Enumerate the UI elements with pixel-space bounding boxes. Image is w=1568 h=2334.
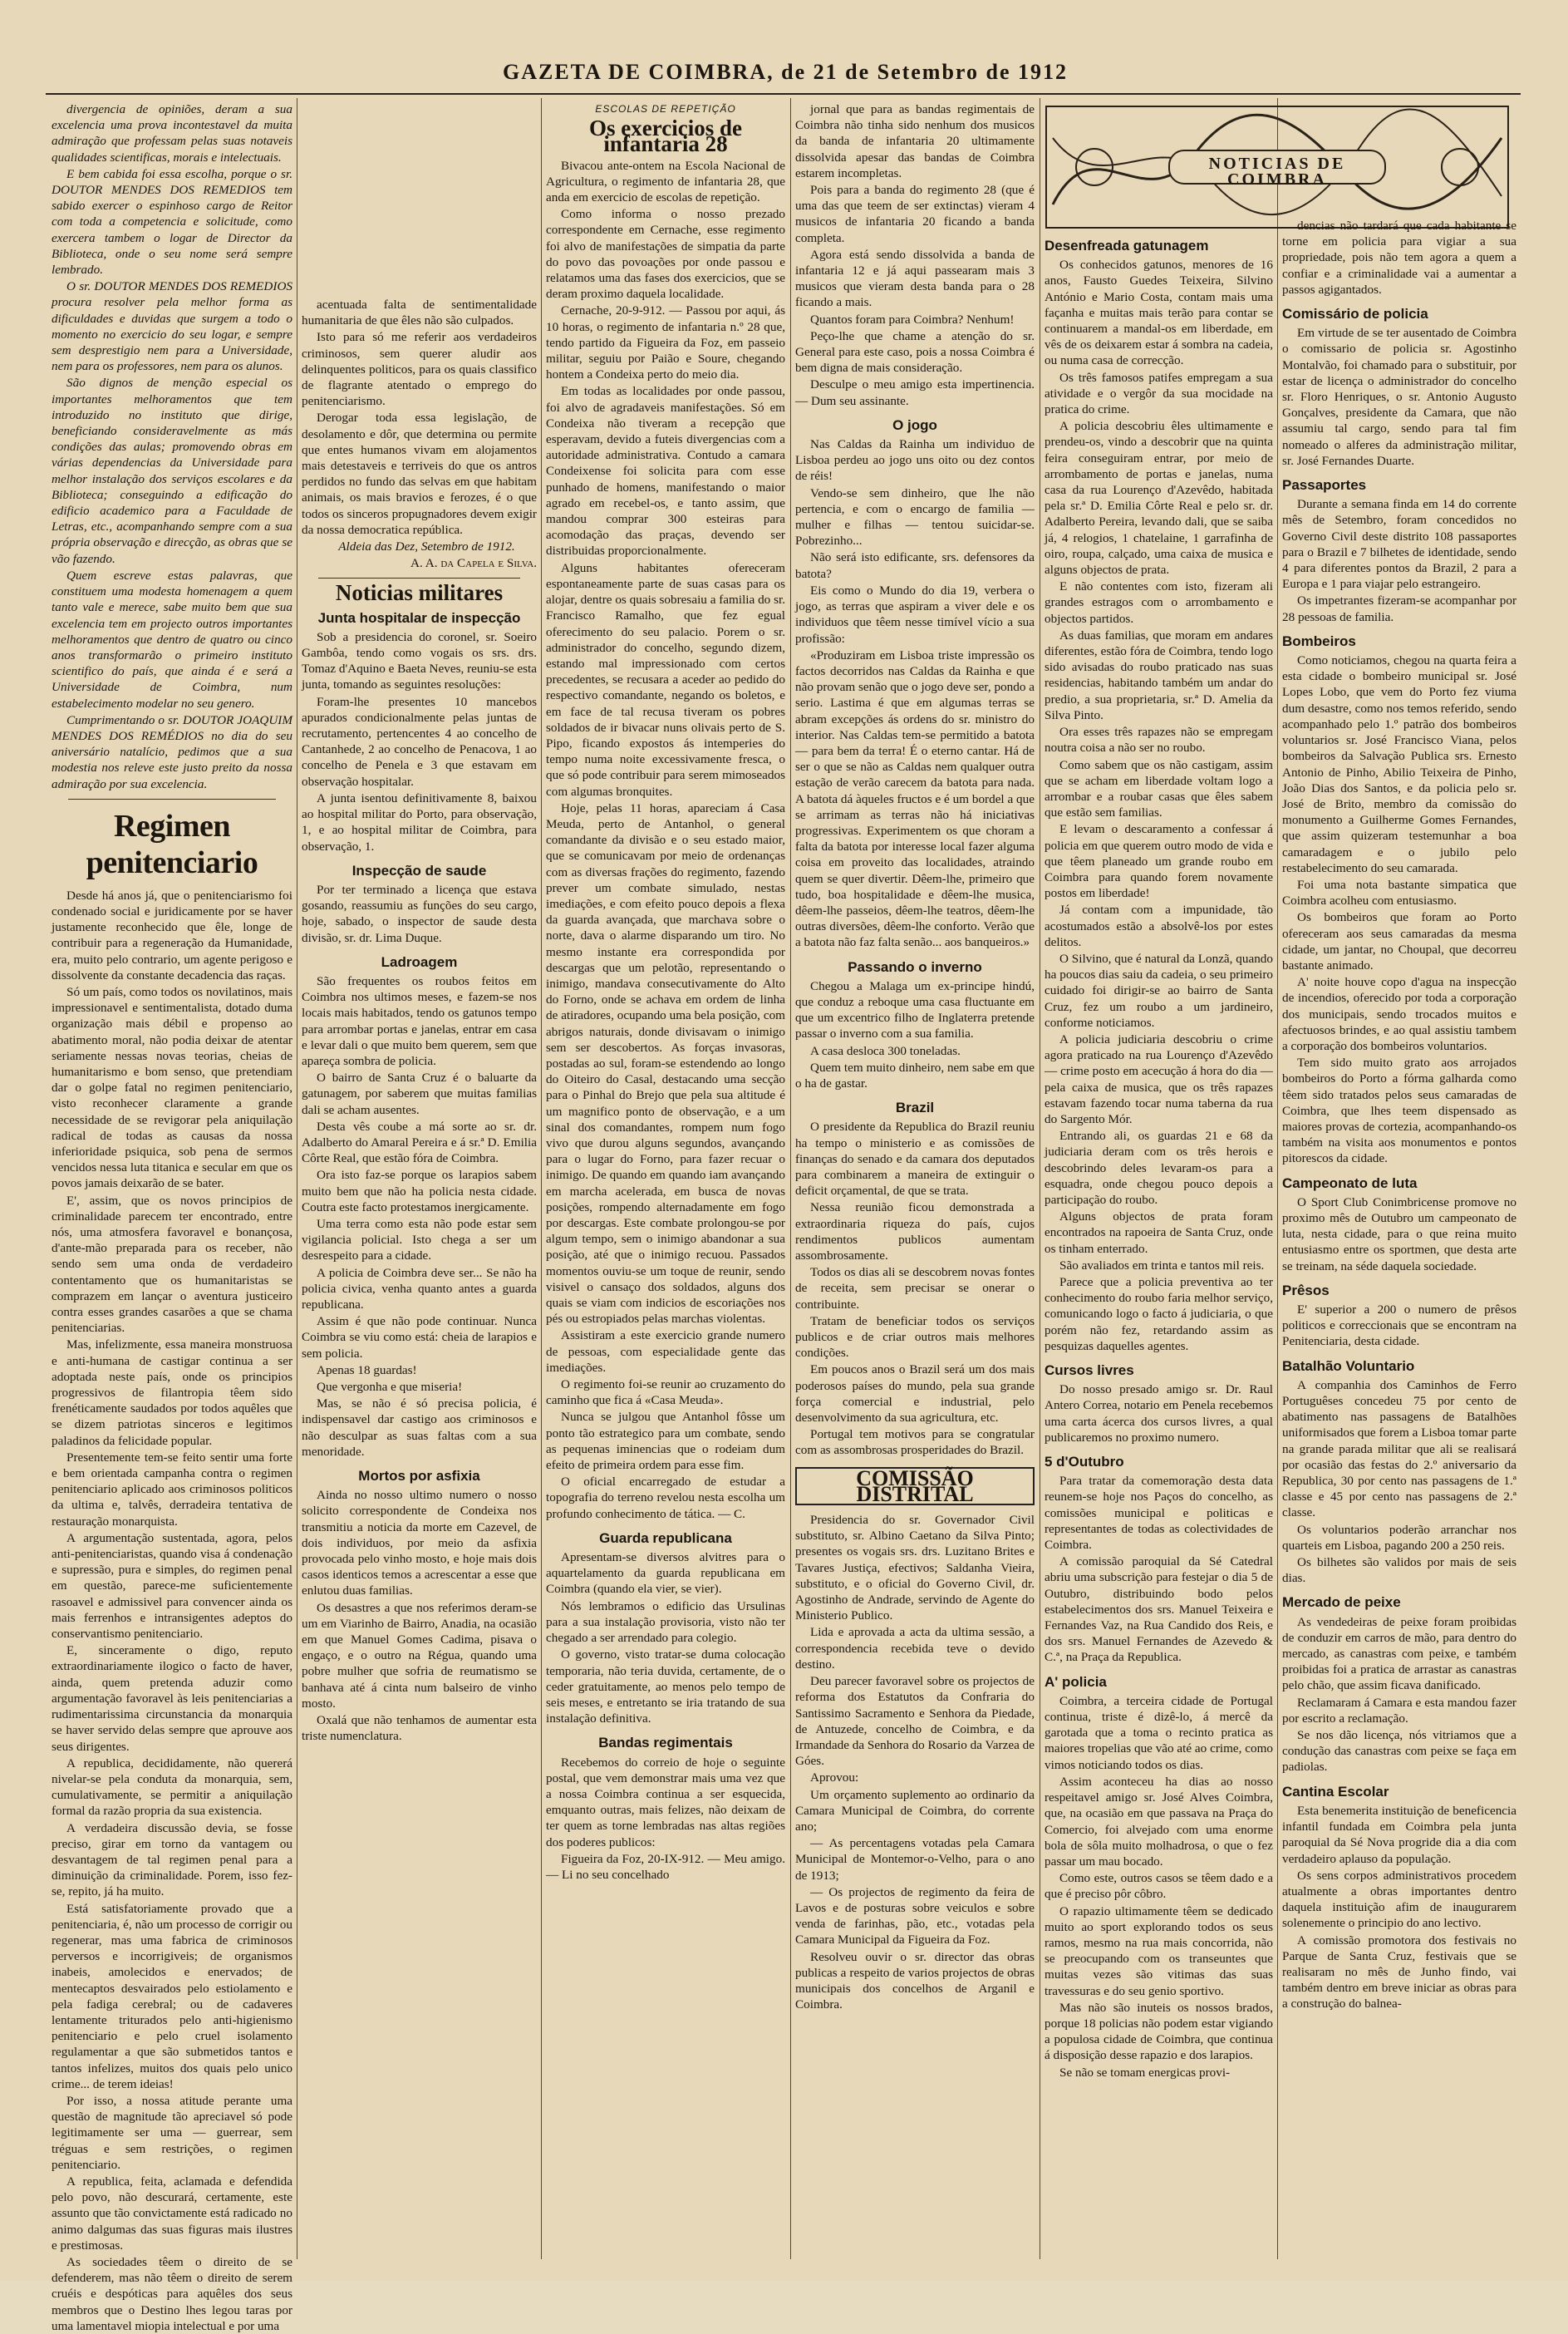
paragraph: Tratam de beneficiar todos os serviços publicos e de criar outros mais melhores condições.	[795, 1313, 1035, 1361]
paragraph: Aprovou:	[810, 1770, 859, 1785]
paragraph: Se não se tomam energicas provi-	[1059, 2065, 1231, 2080]
paragraph: Eis como o Mundo do dia 19, verbera o jogo, as terras que aspiram a viver dele e os individuos que têem nesse timível vício a sua profissão:	[795, 583, 1035, 646]
article-title: Regimen penitenciario	[86, 808, 258, 880]
article-title: Os exercicios de infantaria 28	[589, 116, 742, 157]
paragraph: Pois para a banda do regimento 28 (que é uma das que teem de ser extinctas) vieram 4 musicos de infantaria 20 ficando a banda completa.	[795, 183, 1035, 245]
paragraph: Apresentam-se diversos alvitres para o aquartelamento da guarda republicana em Coimbra (quando ela vier, se vier).	[546, 1550, 785, 1597]
paragraph: Nós lembramos o edificio das Ursulinas para a sua instalação provisoria, visto não ter chegado a ser arrendado para colegio.	[546, 1598, 785, 1646]
paragraph: E levam o descaramento a confessar á policia em que querem outro modo de vida e que têem planeado um grande roubo em Coimbra para quando forem novamente postos em liberdade!	[1045, 822, 1273, 901]
paragraph: Agora está sendo dissolvida a banda de infantaria 12 e já aqui passearam mais 3 musicos que vieram desta banda para o 28 ficando a mais.	[795, 247, 1035, 310]
subsection-title: Bombeiros	[1282, 633, 1356, 649]
paragraph: Assim aconteceu ha dias ao nosso respeitavel amigo sr. José Alves Coimbra, que, na ocasião em que passava na Praça do Comercio, foi alvejado com uma enorme bola de sôla muito molhadrosa, o que o fez passar um mau bocado.	[1045, 1774, 1273, 1869]
paragraph: E bem cabida foi essa escolha, porque o sr. DOUTOR MENDES DOS REMEDIOS tem sabido exercer o espinhoso cargo de Reitor com toda a competencia e solicitude, como exercera tambem o logar de Director da Biblioteca, onde o seu nome será sempre lembrado.	[52, 166, 292, 278]
paragraph: Por isso, a nossa atitude perante uma questão de magnitude tão apreciavel só pode legitimamente ser uma — guerrear, sem tréguas e sem restrições, o regimen penitenciario.	[52, 2093, 292, 2172]
paragraph: Esta benemerita instituição de beneficencia infantil fundada em Coimbra pela junta paroquial da Sé Nova progride dia a dia com verdadeiro aplauso da população.	[1282, 1803, 1516, 1866]
paragraph: A casa desloca 300 toneladas.	[810, 1043, 961, 1058]
article-body	[1282, 1377, 1516, 1587]
paragraph: jornal que para as bandas regimentais de Coimbra não tinha sido nenhum dos musicos da banda de infantaria 20 ultimamente dissolvida apesar das bandas de Coimbra estarem incompletas.	[795, 102, 1035, 180]
article-body	[1282, 652, 1516, 1167]
paragraph: Ora esses três rapazes não se empregam noutra coisa a não ser no roubo.	[1045, 725, 1273, 756]
paragraph: Entrando ali, os guardas 21 e 68 da judiciaria deram com os três herois e descobrindo deles levaram-os para a esquadra, onde chegou pouco depois a participação do roubo.	[1045, 1129, 1273, 1207]
paragraph: Apenas 18 guardas!	[317, 1362, 417, 1377]
paragraph: Ainda no nosso ultimo numero o nosso solicito correspondente de Condeixa nos transmitiu a noticia da morte em Cazevel, de dois individuos, por meio da asfixia provocada pelo vinho mosto, e hoje mais dois casos identicos temos a acrescentar a esse que enlutou duas familias.	[302, 1488, 537, 1598]
paragraph: Nessa reunião ficou demonstrada a extraordinaria riqueza do país, cujos rendimentos publicos aumentam assombrosamente.	[795, 1200, 1035, 1263]
paragraph: Os bilhetes são validos por mais de seis dias.	[1282, 1555, 1516, 1586]
banner-title: NOTICIAS DE COIMBRA	[1208, 155, 1346, 190]
paragraph: Peço-lhe que chame a atenção do sr. General para este caso, pois a nossa Coimbra é bem digna de mais consideração.	[795, 328, 1035, 376]
paragraph: Derogar toda essa legislação, de desolamento e dôr, que determina ou permite que entes humanos vivam em alojamentos mais detestaveis e terriveis do que os antros perdidos no fundo das selvas em que habitam animais, os mais bravios e ferozes, é o que todos os sinceros propugnadores devem exigir da nossa democratica república.	[302, 411, 537, 537]
paragraph: Assim é que não pode continuar. Nunca Coimbra se viu como está: cheia de larapios e sem policia.	[302, 1314, 537, 1361]
paragraph: Desta vês coube a má sorte ao sr. dr. Adalberto do Amaral Pereira e á sr.ª D. Emilia Côrte Real, que estão fóra de Coimbra.	[302, 1119, 537, 1166]
subsection-title: Batalhão Voluntario	[1282, 1357, 1415, 1374]
paragraph: «Produziram em Lisboa triste impressão os factos decorridos nas Caldas da Rainha e que não provam senão que o jogo deve ser, pondo a serio. Lastima é que em algumas terras se abram excepções ás ordens do sr. ministro do interior. Nas Caldas tem-se permitido a batota — para bem da terra! É o eterno cantar. Há de ser o que se não as Caldas nem qualquer outra estação de verão carecem da batota para nada. A batota dá àqueles fructos e é um bordel a que se arrimam as terras não há iniciativas progressivas. Experimentem os que choram a falta da batota por interesse local fazer alguma coisa em proveito das localidades, atraindo quem se quer divertir. Dêem-lhe, primeiro que tudo, boa hospitalidade e dêem-lhe musica, dêem-lhe passeios, dêem-lhe teatros, dêem-lhe outras diversões, dêem-lhe conforto. Verão que a batota não faz falta senão... aos banqueiros.»	[795, 648, 1035, 950]
subsection-title: Cursos livres	[1045, 1362, 1134, 1379]
paragraph: Isto para só me referir aos verdadeiros criminosos, sem querer aludir aos delinquentes politicos, para os quais classifico de flagrante atentado o emprego do penitenciarismo.	[302, 330, 537, 409]
paragraph: Alguns objectos de prata foram encontrados na rapoeira de Santa Cruz, onde os tinham enterrado.	[1045, 1209, 1273, 1256]
paragraph: O presidente da Republica do Brazil reuniu ha tempo o ministerio e as comissões de finanças do senado e da camara dos deputados para combinarem a maneira de extinguir o deficit orçamental, de que se trata.	[795, 1120, 1035, 1199]
column-2	[302, 101, 537, 2263]
paragraph: A policia de Coimbra deve ser... Se não ha policia civica, venha quanto antes a guarda republicana.	[302, 1265, 537, 1312]
paragraph: Os conhecidos gatunos, menores de 16 anos, Fausto Guedes Teixeira, Silvino António e Mario Costa, contam mais uma façanha e muitas mais terão para contar se continuarem a mandal-os em liberdade, em vês de os deixarem estar á sombra na cadeia, ou numa casa de correcção.	[1045, 258, 1273, 368]
column-3	[546, 101, 785, 2263]
paragraph: Está satisfatoriamente provado que a penitenciaria, é, não um processo de corrigir ou regenerar, mas uma fabrica de criminosos perversos e incorrigiveis; de organismos inabeis, amolecidos e enervados; de mentecaptos desvairados pelo estiolamento e pela fadiga cerebral; ou de cadaveres lentamente triturados pelo anti-higienismo penitenciario e pelo cruel isolamento regulamentar a que são submetidos tantos e tantos infelizes, muitos dos quais pelo unico crime... de terem ideias!	[52, 1901, 292, 2091]
paragraph: Hoje, pelas 11 horas, apareciam á Casa Meuda, perto de Antanhol, o general comandante da divisão e o seu estado maior, que se comunicavam por meio de ordenanças com as diversas frações do regimento, fazendo prever um combate simulado, nestas imediações, e com efeito pouco depois a flexa da guarda avançada, que marchava sobre o norte, dava o alarme disparando um tiro. No mesmo instante era correspondida por descargas que um pelotão, representando o inimigo, mandava consecutivamente do Alto do Forno, onde se achava em ordem de linha de atiradores, ocupando uma bela posição, com abrigos naturais, donde divisavam o inimigo sem ser descobertos. As forças invasoras, postadas ao sul, foram-se estendendo ao longo do Oiteiro do Casal, destacando uma secção para o Pinhal do Brejo que pela sua altitude é um magnifico ponto de observação, e a um sinal dos comandantes, rompem num fogo vivo que durou alguns segundos, avançando para o lugar do Forno, para fazer recuar o inimigo. De quando em quando iam avançando em marcha acelerada, em busca de novas posições, rompendo alternadamente em fogo por descargas. Este combate prolongou-se por algum tempo, sem o inimigo abandonar a sua posição, até que o inimigo recuou. Passados momentos ouviu-se um toque de reunir, sendo visivel o cansaço dos soldados, alguns dos quais se viam com indicios de escoriações nos pés ou estropiados pelas marchas violentas.	[546, 800, 785, 1327]
paragraph: Mas não são inuteis os nossos brados, porque 18 policias não podem estar vigiando a populosa cidade de Coimbra, que continua á disposição desse rapazio e dos larapios.	[1045, 2000, 1273, 2063]
paragraph: Cernache, 20-9-912. — Passou por aqui, ás 10 horas, o regimento de infantaria n.º 28 que, tendo partido da Figueira da Foz, em passeio militar, seguiu por Paião e Soure, chegando hontem a Condeixa perto do meio dia.	[546, 303, 785, 382]
article-body	[1282, 1614, 1516, 1775]
reitor-tribute	[52, 101, 292, 792]
article-body	[1045, 1381, 1273, 1445]
article-body	[1282, 325, 1516, 469]
section-title: COMISSÃO DISTRITAL	[795, 1467, 1035, 1505]
column-divider	[541, 98, 542, 2259]
subsection-title: Brazil	[895, 1100, 935, 1116]
article-body	[302, 1487, 537, 1744]
paragraph: Os bombeiros que foram ao Porto ofereceram aos seus camaradas da mesma cidade, um jantar, no Choupal, que decorreu bastante animado.	[1282, 910, 1516, 972]
paragraph: Que vergonha e que miseria!	[317, 1380, 463, 1394]
subsection-title: Mortos por asfixia	[358, 1468, 480, 1485]
paragraph: Uma terra como esta não pode estar sem vigilancia policial. Isto chega a ser um desrespeito para a cidade.	[302, 1216, 537, 1263]
paragraph: As vendedeiras de peixe foram proibidas de conduzir em carros de mão, para dentro do mercado, as canastras com peixe, e também proibidas foi a pratica de arrastar as canastras pelo chão, que assim ficava danificado.	[1282, 1614, 1516, 1693]
paragraph: Presidencia do sr. Governador Civil substituto, sr. Albino Caetano da Silva Pinto; presentes os vogais srs. drs. Luzitano Brites e Tavares Justiça, efectivos; Saldanha Vieira, substituto, e o oficial do Governo Civil, dr. Agostinho de Andrade, servindo de Agente do Ministerio Publico.	[795, 1513, 1035, 1623]
article-body	[302, 882, 537, 946]
paragraph: O rapazio ultimamente têem se dedicado muito ao sport explorando todos os seus ramos, mesmo na rua mais concorrida, não se preocupando com os transeuntes que muitas vezes são vitimas das suas travessuras e do seu genio sportivo.	[1045, 1903, 1273, 1998]
paragraph: Foi uma nota bastante simpatica que Coimbra acolheu com entusiasmo.	[1282, 877, 1516, 908]
article-body	[546, 1549, 785, 1726]
subsection-title: A' policia	[1045, 1673, 1107, 1690]
paragraph: Desde há anos já, que o penitenciarismo foi condenado social e juridicamente por se haver justamente reconhecido que êle, longe de contribuir para a regeneração da Humanidade, era, muito pelo contrario, um agente perigoso e dissolvente da constante decadencia das raças.	[52, 888, 292, 982]
paragraph: São frequentes os roubos feitos em Coimbra nos ultimos meses, e fazem-se nos locais mais habitados, tendo os gatunos tempo para arrombar portas e janelas, entrar em casa e levar dali o que muito bem querem, sem que apareça sombra de policia.	[302, 973, 537, 1068]
article-body	[795, 1512, 1035, 2012]
paragraph: A policia judiciaria descobriu o crime agora praticado na rua Lourenço d'Azevêdo — crime posto em acecução á hora do dia — pela caixa de musica, que os três rapazes estavam fazendo tocar numa taberna da rua do Sargento Mór.	[1045, 1032, 1273, 1126]
paragraph: Coimbra, a terceira cidade de Portugal continua, triste é dizê-lo, á mercê da garotada que a toma o recinto pratica as maiores tropelias que vão até ao crime, como vimos noticiando todos os dias.	[1045, 1693, 1273, 1772]
paragraph: Os voluntarios poderão arranchar nos quarteis em Lisboa, pagando 200 a 250 reis.	[1282, 1522, 1516, 1553]
paragraph: A republica, feita, aclamada e defendida pelo povo, não descurará, certamente, este assunto que tão convictamente está radicado no animo dalgumas das suas figuras mais ilustres e prestimosas.	[52, 2174, 292, 2253]
paragraph: Em todas as localidades por onde passou, foi alvo de agradaveis manifestações. Só em Condeixa não tiveram a recepção que esperavam, devido a futeis divergencias com a autoridade administrativa. Contudo a camara Condeixense foi solicita para com esse punhado de homens, manifestando o maior agrado em recebel-os, e tanto assim, que mandou comprar 300 esteiras para acomodação das praças, devendo ser distribuidas proporcionalmente.	[546, 384, 785, 559]
article-body	[1045, 1693, 1273, 2080]
article-body	[1282, 218, 1516, 298]
column-divider	[1277, 98, 1278, 2259]
paragraph: Lida e aprovada a acta da ultima sessão, a correspondencia recebida teve o devido destino.	[795, 1625, 1035, 1672]
subsection-title: Prêsos	[1282, 1282, 1330, 1298]
paragraph: Um orçamento suplemento ao ordinario da Camara Municipal de Coimbra, do corrente ano;	[795, 1787, 1035, 1834]
article-body	[52, 888, 292, 2334]
paragraph: Desculpe o meu amigo esta impertinencia. — Dum seu assinante.	[795, 377, 1035, 408]
subsection-title: Comissário de policia	[1282, 306, 1428, 323]
paragraph: O oficial encarregado de estudar a topografia do terreno revelou nesta escolha um profundo conhecimento de tática. — C.	[546, 1475, 785, 1521]
paragraph: A comissão promotora dos festivais no Parque de Santa Cruz, festivais que se realisaram no mês de Junho findo, vai também dentro em breve iniciar as obras para a construção do balnea-	[1282, 1933, 1516, 2011]
paragraph: Os impetrantes fizeram-se acompanhar por 28 pessoas de familia.	[1282, 593, 1516, 624]
subsection-title: Ladroagem	[381, 953, 458, 970]
paragraph: Do nosso presado amigo sr. Dr. Raul Antero Correa, notario em Penela recebemos uma carta ácerca dos cursos livres, a qual publicaremos no proximo numero.	[1045, 1382, 1273, 1445]
paragraph: Quem escreve estas palavras, que constituem uma modesta homenagem a quem tanto vale e merece, sabe muito bem que sua excelencia tem em projecto outros importantes melhoramentos que dentro de quatro ou cinco anos transformarão o primeiro instituto scientifico do país, que ainda é e será a Universidade de Coimbra, num estabelecimento modelar no seu genero.	[52, 568, 292, 711]
column-4	[795, 101, 1035, 2263]
article-body	[1282, 1302, 1516, 1350]
paragraph: São dignos de menção especial os importantes melhoramentos que tem introduzido no instituto que dirige, beneficiando consideravelmente as más condições das aulas; promovendo obras em várias dependencias da Universidade para melhor instalação dos serviços escolares e da Biblioteca; conseguindo a edificação do edificio academico para a Faculdade de Letras, etc., acompanhando sempre com a sua própria observação e direcção, as obras que se vão fazendo.	[52, 376, 292, 566]
paragraph: Assistiram a este exercicio grande numero de pessoas, com especialidade gente das imediações.	[546, 1328, 785, 1375]
paragraph: dencias não tardará que cada habitante se torne em policia para vigiar a sua propriedade, pois não tem agora a quem a confiar e a criminalidade vai a aumentar a passos agigantados.	[1282, 219, 1516, 297]
paragraph: Como noticiamos, chegou na quarta feira a esta cidade o bombeiro municipal sr. José Lopes Lobo, que vem do Porto fez viuma dum desastre, como nos temos referido, sendo acompanhado pelo 1.º patrão dos bombeiros voluntarios sr. José Francisco Viana, pelos bombeiros da Salvação Publica srs. Ernesto Antonio de Pinho, Abilio Teixeira de Pinho, João Dias dos Santos, e da policia pelo sr. José de Brito, membro da comissão do monumento a Guilherme Gomes Fernandes, que assim quizeram testemunhar a boa camaradagem e o jubilo pelo restabelecimento do seu camarada.	[1282, 653, 1516, 875]
paragraph: Cumprimentando o sr. DOUTOR JOAQUIM MENDES DOS REMÉDIOS no dia do seu aniversário natalício, pedimos que a sua modestia nos releve este justo preito da nossa admiração por sua excelencia.	[52, 712, 292, 791]
masthead: GAZETA DE COIMBRA, de 21 de Setembro de 1912	[503, 60, 1068, 84]
column-1	[52, 101, 292, 2333]
paragraph: Só um país, como todos os novilatinos, mais impressionavel e sentimentalista, dotado duma organização mais débil e propenso ao abatimento moral, não podia deixar de atentar seriamente nessas novas teorias, cheias de humanitarismo e bom senso, que pretendiam dar o golpe fatal no regimen penitenciario, visto reconhecer claramente a grande necessidade de se revigorar pela aniquilação radical de todas as causas da nossa inferioridade psiquica, sob pena de sermos vencidos nessa luta titanica e secular em que os povos jamais deixarão de se bater.	[52, 984, 292, 1191]
paragraph: Quem tem muito dinheiro, nem sabe em que o ha de gastar.	[795, 1060, 1035, 1091]
paragraph: divergencia de opiniões, deram a sua excelencia uma prova incontestavel da muita admiração que professam pelas suas notaveis qualidades scientificas, morais e intelectuais.	[52, 102, 292, 165]
paragraph: Nunca se julgou que Antanhol fôsse um ponto tão estrategico para um combate, sendo as pequenas iminencias que o rodeiam dum efeito de primeira ordem para esse fim.	[546, 1410, 785, 1473]
subsection-title: Inspecção de saude	[351, 862, 487, 879]
paragraph: Bivacou ante-ontem na Escola Nacional de Agricultura, o regimento de infantaria 28, que anda em exercicio de escolas de repetição.	[546, 158, 785, 205]
paragraph: Presentemente tem-se feito sentir uma forte e bem orientada campanha contra o regimen penitenciario aplicado aos criminosos politicos da ultima e, talvês, derradeira tentativa de restauração monarquista.	[52, 1450, 292, 1529]
paragraph: Como sabem que os não castigam, assim que se acham em liberdade voltam logo a arrombar e a roubar casas que êles sabem que estão sem familias.	[1045, 757, 1273, 820]
paragraph: A republica, decididamente, não quererá nivelar-se pela conduta da monarquia, sem, cumulativamente, se permitir a aniquilação formal da razão propria da sua existencia.	[52, 1755, 292, 1819]
paragraph: Portugal tem motivos para se congratular com as assombrosas prosperidades do Brazil.	[795, 1427, 1035, 1458]
separator	[318, 578, 520, 579]
paragraph: Nas Caldas da Rainha um individuo de Lisboa perdeu ao jogo uns oito ou dez contos de réis!	[795, 437, 1035, 484]
paragraph: A argumentação sustentada, agora, pelos anti-penitenciaristas, quando visa á condenação e supressão, pura e simples, do regimen penal em questão, parece-me suficientemente rasoavel e admissivel para convencer ainda os mais ferrenhos e intransigentes adeptos do conservantismo penitenciario.	[52, 1530, 292, 1642]
paragraph: — As percentagens votadas pela Camara Municipal de Montemor-o-Velho, para o ano de 1913;	[795, 1836, 1035, 1883]
subsection-title: Guarda republicana	[599, 1529, 732, 1546]
article-body	[795, 978, 1035, 1091]
paragraph: E, sinceramente o digo, reputo extraordinariamente ilogico o facto de haver, ainda, quem pretenda aduzir como argumentação favoravel às leis penitenciarias a rudimentarissima circunstancia da monarquia se haver servido delas sempre que aprouve aos seus dirigentes.	[52, 1643, 292, 1754]
subsection-title: Cantina Escolar	[1282, 1783, 1389, 1800]
section-banner	[1045, 105, 1346, 229]
paragraph: Oxalá que não tenhamos de aumentar esta triste numenclatura.	[302, 1713, 537, 1744]
article-body	[302, 973, 537, 1460]
paragraph: Durante a semana finda em 14 do corrente mês de Setembro, foram concedidos no Governo Civil deste distrito 108 passaportes para o Brazil e 7 bilhetes de identidade, sendo 4 para diferentes pontos da Brazil, 2 para a Europa e 1 para viajar pelo estrangeiro.	[1282, 497, 1516, 592]
paragraph: Resolveu ouvir o sr. director das obras publicas a respeito de varios projectos de obras municipais dos concelhos de Arganil e Coimbra.	[795, 1949, 1035, 2012]
paragraph: O governo, visto tratar-se duma colocação temporaria, não teria duvida, certamente, de o ceder gratuitamente, ao menos pelo tempo de seis meses, e entretanto se iria tratando de sua instalação definitiva.	[546, 1647, 785, 1726]
paragraph: Como este, outros casos se têem dado e a que é preciso pôr côbro.	[1045, 1871, 1273, 1902]
paragraph: Recebemos do correio de hoje o seguinte postal, que vem demonstrar mais uma vez que a nossa Coimbra continua a ser esquecida, emquanto outras, mais felizes, não deixam de ter quem as torne lembradas nas altas regiões dos poderes publicos:	[546, 1755, 785, 1849]
signature: A. A. da Capela e Silva.	[410, 556, 537, 571]
paragraph: Já contam com a impunidade, tão acostumados estão a absolvê-los por estes delitos.	[1045, 903, 1273, 949]
subsection-title: 5 d'Outubro	[1045, 1454, 1124, 1470]
article-body	[1282, 496, 1516, 625]
separator	[68, 799, 276, 800]
paragraph: O regimento foi-se reunir ao cruzamento do caminho que fica á «Casa Meuda».	[546, 1377, 785, 1408]
column-divider	[790, 98, 791, 2259]
article-body	[546, 158, 785, 1522]
paragraph: Figueira da Foz, 20-IX-912. — Meu amigo. — Li no seu concelhado	[546, 1851, 785, 1882]
paragraph: Alguns habitantes ofereceram espontaneamente parte de suas casas para os alojar, dentre os quais sobresaiu a familia do sr. Francisco Ramalho, que fez egual oferecimento do seu palacio. Porem o sr. administrador do concelho, segundo dizem, estando mal impressionado com certos precedentes, se recusara a aceder ao pedido do respectivo comandante, negando os boletos, e em face de tal recusa tiveram os pobres soldados de ir bivacar nuns olivais perto de S. Pipo, ficando expostos ás intemperies do tempo numa noite excessivamente fresca, o que só pode contribuir para serem mimoseados com algumas bronquites.	[546, 560, 785, 799]
paragraph: Deu parecer favoravel sobre os projectos de reforma dos Estatutos da Confraria do Santissimo Sacramento e Senhora da Piedade, de Antuzede, concelho de Coimbra, e da Irmandade da Senhora do Rosario da Varzea de Góes.	[795, 1674, 1035, 1769]
article-body	[1282, 1194, 1516, 1274]
paragraph: A policia descobriu êles ultimamente e prendeu-os, vindo a descobrir que na quinta feira conseguiram entrar, por meio de arrombamento de portas e janelas, numa casa da rua Lourenço d'Azevêdo, habitada pela sr.ª D. Emilia Côrte Real e pelo sr. dr. Adalberto Pereira, levando dali, que se saiba já, 4 relogios, 1 chatelaine, 1 garrafinha de oiro, roupa, calçado, uma caixa de musica e alguns objectos de prata.	[1045, 419, 1273, 578]
paragraph: Como informa o nosso prezado correspondente em Cernache, esse regimento foi alvo de manifestações de simpatia da parte do povo das povoações por onde passou e relatamos uma das fases dos exercicios, que se deram proximo daquela localidade.	[546, 207, 785, 302]
article-body	[795, 1119, 1035, 1458]
paragraph: O Silvino, que é natural da Lonzã, quando ha poucos dias saiu da cadeia, o seu primeiro cuidado foi dirigir-se ao bairro de Santa Cruz, fez um roubo a um jardineiro, conforme noticiamos.	[1045, 951, 1273, 1030]
subsection-title: Desenfreada gatunagem	[1045, 238, 1209, 254]
paragraph: Se nos dão licença, nós vitriamos que a condução das canastras com peixe se faça em padiolas.	[1282, 1728, 1516, 1775]
paragraph: Por ter terminado a licença que estava gosando, reassumiu as funções do seu cargo, hoje, sabado, o inspector de saude desta divisão, sr. dr. Lima Duque.	[302, 882, 537, 945]
paragraph: A comissão paroquial da Sé Catedral abriu uma subscrição para festejar o dia 5 de Outubro, distribuindo bodo pelos estabelecimentos dos srs. Manuel Teixeira e Fernandes Vaz, na Rua Candido dos Reis, e dos srs. Manuel Fernandes de Azevedo & C.ª, na Praça da Republica.	[1045, 1554, 1273, 1665]
section-title: Noticias militares	[335, 580, 504, 606]
article-body	[1282, 1803, 1516, 2012]
paragraph: Mas, se não é só precisa policia, é indispensavel dar castigo aos criminosos e não desculpar as suas faltas com a sua menoridade.	[302, 1396, 537, 1459]
paragraph: O Sport Club Conimbricense promove no proximo mês de Outubro um campeonato de luta, nesta cidade, para o que reina muito entusiasmo entre os sportmen, que desta arte se treinam, na séde daquela sociedade.	[1282, 1194, 1516, 1273]
subsection-title: Mercado de peixe	[1282, 1594, 1401, 1611]
article-body	[546, 1755, 785, 1883]
paragraph: Em virtude de se ter ausentado de Coimbra o comissario de policia sr. Agostinho Montalvão, foi chamado para o substituir, por estar de licença o administrador do concelho sr. Floro Henriques, o sr. Antonio Augusto Gonçalves, presidente da Camara, que não assumiu tal cargo, sendo para tal fim nomeado o alferes da administração militar, sr. José Fernandes Duarte.	[1282, 326, 1516, 468]
paragraph: As duas familias, que moram em andares diferentes, estão fóra de Coimbra, tendo logo sido avisadas do roubo praticado nas suas residencias, habitando também um andar do predio, a sua proprietaria, sr.ª D. Amelia da Silva Pinto.	[1045, 628, 1273, 722]
dateline: Aldeia das Dez, Setembro de 1912.	[338, 539, 515, 554]
paragraph: Para tratar da comemoração desta data reunem-se hoje nos Paços do concelho, as comissões municipal e politicas e representantes de todas as colectividades de Coimbra.	[1045, 1474, 1273, 1553]
kicker: ESCOLAS DE REPETIÇÃO	[595, 103, 736, 115]
paragraph: O sr. DOUTOR MENDES DOS REMEDIOS procura resolver pela melhor forma as dificuldades e duvidas que surgem a todo o momento no exercicio do seu logar, e sempre sem desprestigio nem para a Universidade, nem para os professores, nem para os alunos.	[52, 279, 292, 374]
paragraph: Os sens corpos administrativos procedem atualmente a obras importantes dentro daquela instituição afim de inaugurarem solenemente o principio do ano lectivo.	[1282, 1868, 1516, 1931]
paragraph: Chegou a Malaga um ex-principe hindú, que conduz a reboque uma casa fluctuante em que um excentrico filho de Inglaterra pretende passar o inverno com a sua familia.	[795, 978, 1035, 1041]
paragraph: E' superior a 200 o numero de prêsos politicos e correccionais que se encontram na Penitenciaria, desta cidade.	[1282, 1302, 1516, 1349]
subsection-title: Bandas regimentais	[598, 1735, 733, 1751]
paragraph: As sociedades têem o direito de se defenderem, mas não têem o direito de serem cruéis e despóticas para aquêles dos seus membros que o Destino lhes legou taras por uma lamentavel miopia intelectual e por uma	[52, 2255, 292, 2333]
paragraph: Os desastres a que nos referimos deram-se um em Viarinho de Bairro, Anadia, na ocasião em que Manuel Gomes Cadima, pisava o engaço, e o outro na Régua, quando uma pobre mulher que sofria de reumatismo se banhava até á cinta num balseiro de vinho mosto.	[302, 1600, 537, 1711]
paragraph: A junta isentou definitivamente 8, baixou ao hospital militar do Porto, para observação, 1, e ao hospital militar de Coimbra, para observação, 1.	[302, 790, 537, 854]
paragraph: Tem sido muito grato aos arrojados bombeiros do Porto a fórma galharda como têem sido tratados pelos seus camaradas de Coimbra, que lhes teem dispensado as maiores provas de cortezia, acompanhando-os também na visita aos monumentos e pontos pitorescos da cidade.	[1282, 1056, 1516, 1166]
paragraph: Ora isto faz-se porque os larapios sabem muito bem que não ha policia nesta cidade. Coutra este facto protestamos inergicamente.	[302, 1168, 537, 1214]
paragraph: O bairro de Santa Cruz é o baluarte da gatunagem, por saberem que muitas familias dali se acham ausentes.	[302, 1071, 537, 1117]
masthead-rule	[46, 93, 1521, 95]
paragraph: Em poucos anos o Brazil será um dos mais poderosos países do mundo, pela sua grande força comercial e industrial, pelo desenvolvimento da sua agricultura, etc.	[795, 1362, 1035, 1426]
paragraph: Vendo-se sem dinheiro, que lhe não pertencia, e com o encargo de familia — mulher e filhas — tentou suicidar-se. Pobrezinho...	[795, 485, 1035, 549]
paragraph: E', assim, que os novos principios de criminalidade parecem ter encontrado, entre nós, uma atmosfera favoravel e bonançosa, d'ante-mão preparada para os receber, não sendo sem uma onda de verdadeiro contentamento que os humanitaristas se comprazem em lançar o aventura justiceiro contra esses grandes casarões a que se chama penitenciarias.	[52, 1193, 292, 1336]
paragraph: Parece que a policia preventiva ao ter conhecimento do roubo faria melhor serviço, comunicando logo o facto á judiciaria, o que porém não fez, retardando assim as pesquizas daquelles agentes.	[1045, 1275, 1273, 1353]
column-6	[1282, 101, 1516, 2263]
paragraph: Reclamaram á Camara e esta mandou fazer por escrito a reclamação.	[1282, 1695, 1516, 1726]
subsection-title: Campeonato de luta	[1282, 1174, 1418, 1191]
paragraph: Quantos foram para Coimbra? Nenhum!	[810, 312, 1015, 327]
article-body	[795, 436, 1035, 951]
article-body	[302, 297, 537, 538]
paragraph: Todos os dias ali se descobrem novas fontes de receita, sem precisar se onerar o contribuinte.	[795, 1265, 1035, 1312]
paragraph: A companhia dos Caminhos de Ferro Portuguêses concedeu 75 por cento de abatimento nas passagens de Batalhões uniformisados que forem a Lisboa tomar parte na grande parada militar que ali se realisará por ocasião das festas do 2.º aniversario da Republica, 30 por cento nas passagens de 1.ª classe e 45 por cento nas passagens de 2.ª classe.	[1282, 1377, 1516, 1520]
subsection-title: O jogo	[892, 416, 937, 433]
subsection-title: Junta hospitalar de inspecção	[317, 609, 521, 626]
article-body	[302, 629, 537, 854]
paragraph: E não contentes com isto, fizeram ali grandes estragos com o arrombamento e objectos partidos.	[1045, 579, 1273, 626]
subsection-title: Passando o inverno	[848, 958, 982, 975]
paragraph: Sob a presidencia do coronel, sr. Soeiro Gambôa, tendo como vogais os srs. drs. Tomaz d'Aquino e Baeta Neves, reuniu-se esta junta, tomando as seguintes resoluções:	[302, 629, 537, 692]
article-body	[1045, 1473, 1273, 1665]
paragraph: Foram-lhe presentes 10 mancebos apurados condicionalmente pelas juntas de recrutamento, pertencentes 4 ao concelho de Cantanhede, 2 ao concelho de Penacova, 1 ao concelho de Penela e 3 que estavam em observação hospitalar.	[302, 694, 537, 789]
paragraph: — Os projectos de regimento da feira de Lavos e de posturas sobre veiculos e sobre venda de farinhas, pão, etc., votadas pela Camara Municipal da Figueira da Foz.	[795, 1884, 1035, 1947]
paragraph: São avaliados em trinta e tantos mil reis.	[1059, 1258, 1265, 1273]
paragraph: A' noite houve copo d'agua na inspecção de incendios, oferecido por toda a corporação dos municipais, sendo trocados muitos e afectuosos brindes, e ao qual assistiu tambem a corporação dos bombeiros voluntarios.	[1282, 975, 1516, 1053]
paragraph: Os três famosos patifes empregam a sua atividade e o vergôr da sua mocidade na pratica do crime.	[1045, 370, 1273, 417]
subsection-title: Passaportes	[1282, 477, 1367, 494]
article-body	[795, 101, 1035, 409]
article-body	[1045, 257, 1273, 1354]
paragraph: acentuada falta de sentimentalidade humanitaria de que êles não são culpados.	[302, 298, 537, 328]
paragraph: A verdadeira discussão devia, se fosse preciso, girar em torno da vantagem ou desvantagem de tal regimen penal para a diminuição da criminalidade. Porem, isso fez-se, repito, já ha muito.	[52, 1820, 292, 1899]
paragraph: Não será isto edificante, srs. defensores da batota?	[795, 550, 1035, 581]
paragraph: Mas, infelizmente, essa maneira monstruosa e anti-humana de castigar continua a ser adoptada neste país, onde os principios progressivos de filantropia têem sido frenéticamente saudados por todos aquêles que se dizem patriotas sinceros e legitimos paladinos da felicidade popular.	[52, 1337, 292, 1448]
